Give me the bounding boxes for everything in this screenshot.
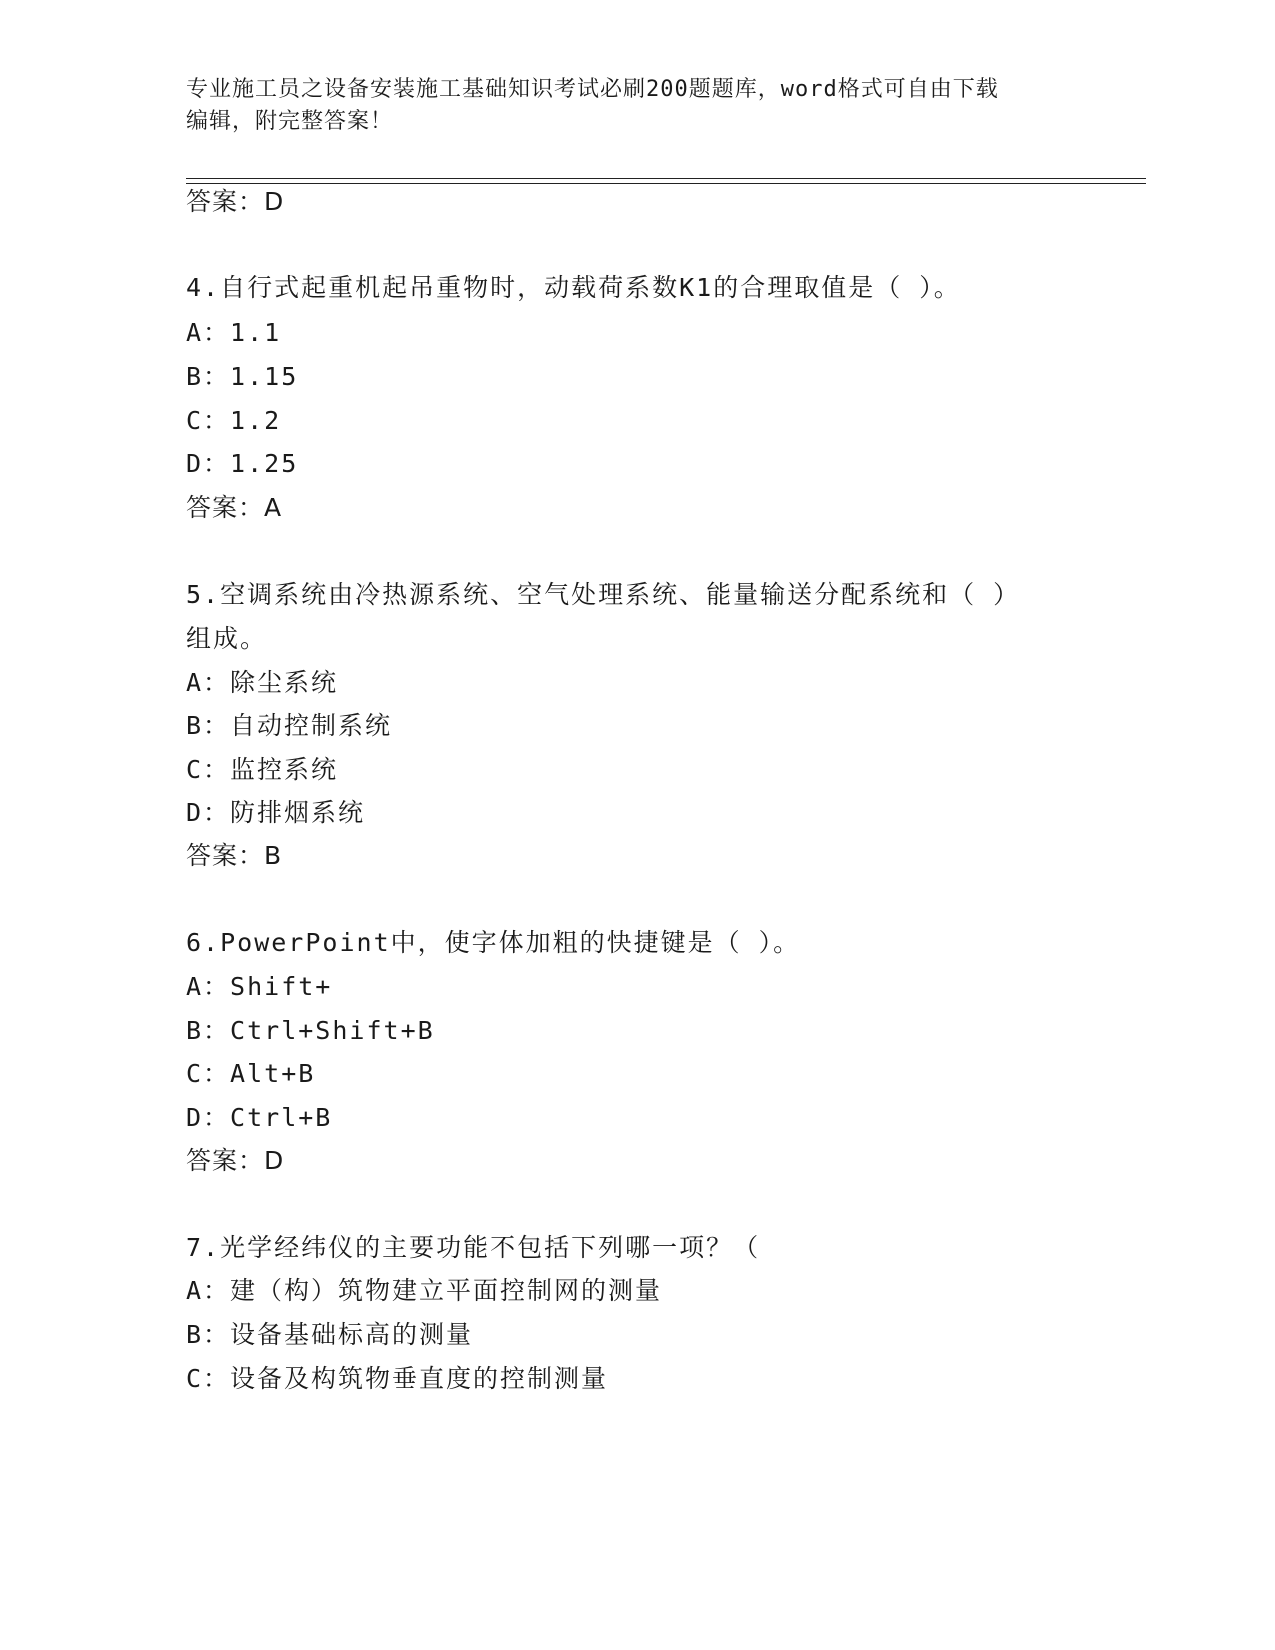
question-4-option-c: C：1.2 (186, 406, 282, 435)
header-divider-top (186, 178, 1146, 179)
question-7-option-c: C：设备及构筑物垂直度的控制测量 (186, 1364, 609, 1393)
question-4-option-d: D：1.25 (186, 449, 299, 478)
answer-q3: 答案：D (186, 187, 285, 216)
question-5-option-b: B：自动控制系统 (186, 711, 393, 740)
answer-q5: 答案：B (186, 841, 283, 870)
question-4-stem: 4.自行式起重机起吊重物时，动载荷系数K1的合理取值是（ ）。 (186, 273, 961, 302)
question-6-option-a: A：Shift+ (186, 972, 333, 1001)
question-5-option-a: A：除尘系统 (186, 668, 339, 697)
answer-q4: 答案：A (186, 493, 283, 522)
question-6-option-b: B：Ctrl+Shift+B (186, 1016, 435, 1045)
question-6-stem: 6.PowerPoint中，使字体加粗的快捷键是（ ）。 (186, 928, 801, 957)
header-divider-bottom (186, 183, 1146, 184)
question-6-option-c: C：Alt+B (186, 1059, 316, 1088)
question-7-option-b: B：设备基础标高的测量 (186, 1320, 474, 1349)
question-7-option-a: A：建（构）筑物建立平面控制网的测量 (186, 1276, 663, 1305)
header-line-1: 专业施工员之设备安装施工基础知识考试必刷200题题库，word格式可自由下载 (186, 77, 999, 102)
question-5-option-c: C：监控系统 (186, 755, 339, 784)
document-header (186, 74, 1086, 138)
question-4-option-b: B：1.15 (186, 362, 299, 391)
question-4-option-a: A：1.1 (186, 318, 282, 347)
question-6-option-d: D：Ctrl+B (186, 1103, 333, 1132)
question-7-stem: 7.光学经纬仪的主要功能不包括下列哪一项？（ (186, 1233, 761, 1262)
question-5-stem-line-2: 组成。 (186, 624, 268, 653)
header-line-2: 编辑，附完整答案！ (186, 109, 394, 134)
question-5-option-d: D：防排烟系统 (186, 798, 366, 827)
question-5-stem-line-1: 5.空调系统由冷热源系统、空气处理系统、能量输送分配系统和（ ） (186, 580, 1021, 609)
answer-q6: 答案：D (186, 1146, 285, 1175)
